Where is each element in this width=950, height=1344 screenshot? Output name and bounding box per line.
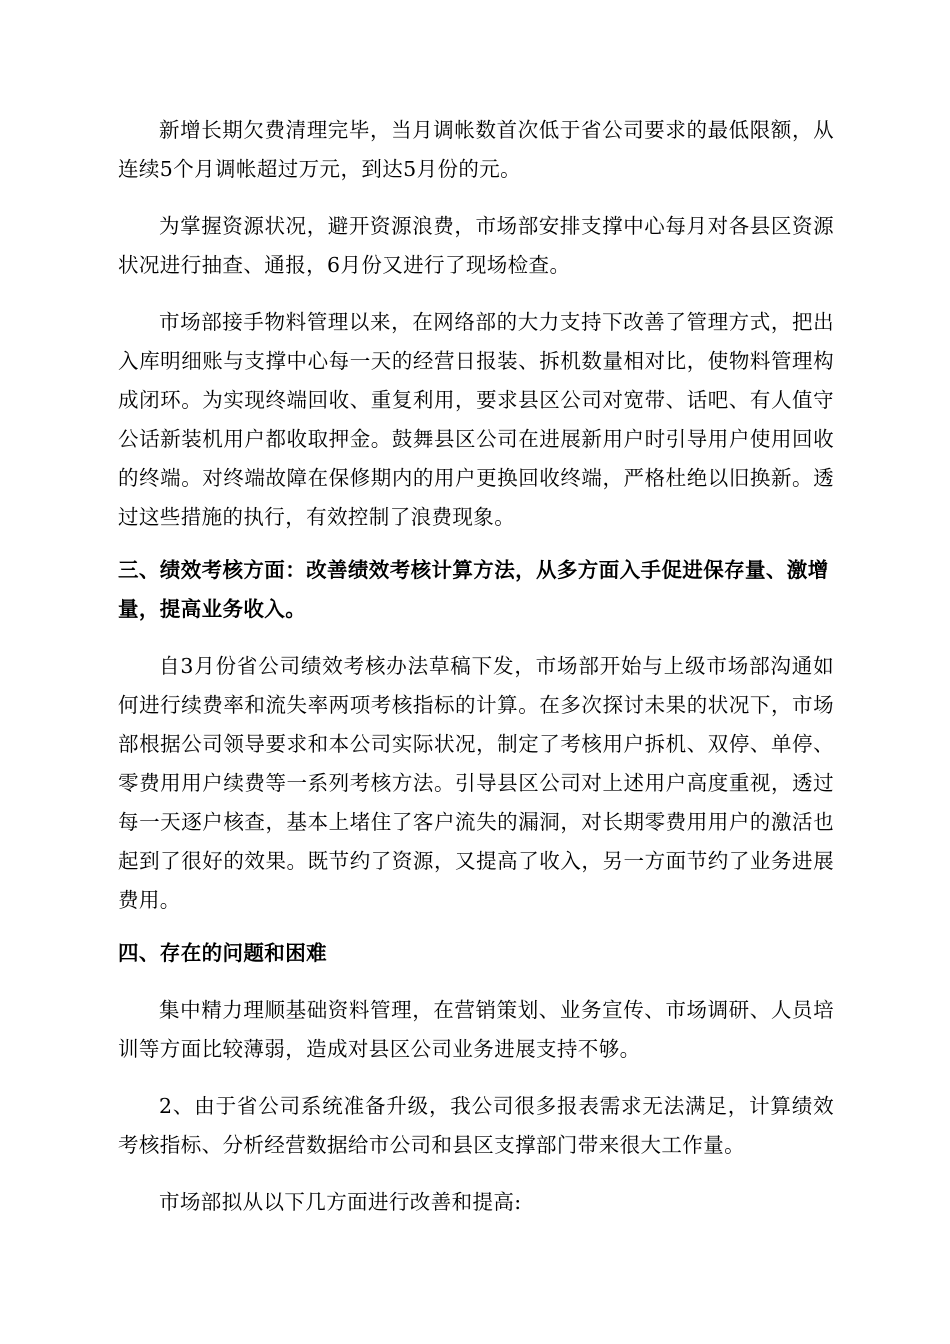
paragraph-resource-inspection: 为掌握资源状况，避开资源浪费，市场部安排支撑中心每月对各县区资源状况进行抽查、通报，6月份又进行了现场检查。 <box>118 214 834 277</box>
section-heading-problems: 四、存在的问题和困难 <box>118 941 327 965</box>
paragraph-material-management: 市场部接手物料管理以来，在网络部的大力支持下改善了管理方式，把出入库明细账与支撑中心每一天的经营日报装、拆机数量相对比，使物料管理构成闭环。为实现终端回收、重复利用，要求县区公司对宽带、话吧、有人值守公话新装机用户都收取押金。鼓舞县区公司在进展新用户时引导用户使用回收的终端。对终端故障在保修期内的用户更换回收终端，严格杜绝以旧换新。透过这些措施的执行，有效控制了浪费现象。 <box>118 310 834 529</box>
document-page <box>118 111 834 1222</box>
paragraph-performance-assessment: 自3月份省公司绩效考核办法草稿下发，市场部开始与上级市场部沟通如何进行续费率和流失率两项考核指标的计算。在多次探讨未果的状况下，市场部根据公司领导要求和本公司实际状况，制定了考核用户拆机、双停、单停、零费用用户续费等一系列考核方法。引导县区公司对上述用户高度重视，透过每一天逐户核查，基本上堵住了客户流失的漏洞，对长期零费用用户的激活也起到了很好的效果。既节约了资源，又提高了收入，另一方面节约了业务进展费用。 <box>118 654 834 912</box>
section-heading-performance: 三、绩效考核方面：改善绩效考核计算方法，从多方面入手促进保存量、激增量，提高业务收入。 <box>118 558 829 621</box>
paragraph-problem-2: 2、由于省公司系统准备升级，我公司很多报表需求无法满足，计算绩效考核指标、分析经营数据给市公司和县区支撑部门带来很大工作量。 <box>118 1094 834 1157</box>
paragraph-problem-1: 集中精力理顺基础资料管理，在营销策划、业务宣传、市场调研、人员培训等方面比较薄弱，造成对县区公司业务进展支持不够。 <box>118 998 834 1061</box>
paragraph-arrears-cleanup: 新增长期欠费清理完毕，当月调帐数首次低于省公司要求的最低限额，从连续5个月调帐超过万元，到达5月份的元。 <box>118 118 834 181</box>
paragraph-improvement-intro: 市场部拟从以下几方面进行改善和提高: <box>159 1190 522 1214</box>
